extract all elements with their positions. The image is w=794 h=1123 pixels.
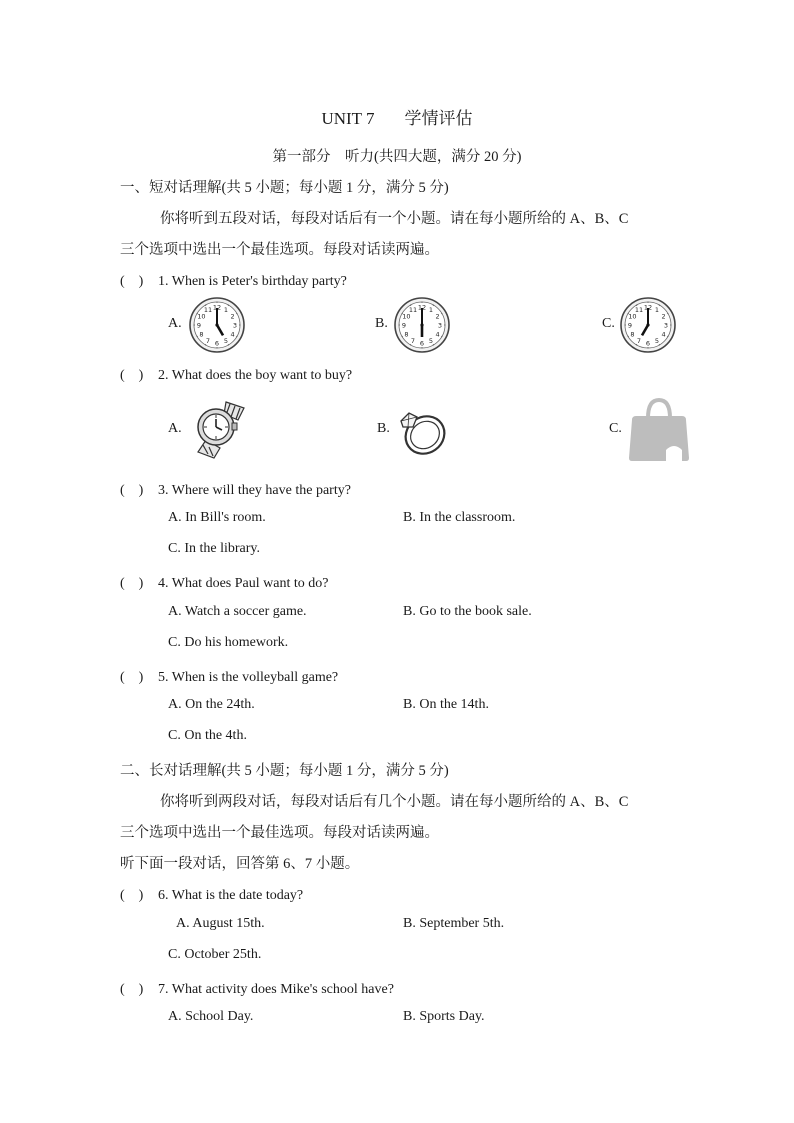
svg-text:7: 7 xyxy=(636,337,642,346)
option-a[interactable]: A. On the 24th. xyxy=(168,697,255,712)
option-b[interactable]: B. Sports Day. xyxy=(403,1009,485,1024)
section-2-instruction-line1: 你将听到两段对话，每段对话后有几个小题。请在每小题所给的 A、B、C xyxy=(160,794,629,810)
svg-text:4: 4 xyxy=(661,330,666,339)
svg-text:7: 7 xyxy=(410,337,416,346)
clock-7-icon xyxy=(619,296,677,354)
option-b[interactable]: B. In the classroom. xyxy=(403,510,516,525)
question-text: 4. What does Paul want to do? xyxy=(158,576,329,591)
answer-blank[interactable]: ( ) xyxy=(120,670,144,685)
option-label: B. xyxy=(375,316,388,331)
part-heading: 第一部分 听力(共四大题，满分 20 分) xyxy=(272,149,522,165)
svg-text:10: 10 xyxy=(402,312,411,321)
unit-label: UNIT 7 xyxy=(321,109,375,128)
svg-text:6: 6 xyxy=(645,339,651,348)
section-1-heading: 一、短对话理解(共 5 小题；每小题 1 分，满分 5 分) xyxy=(120,180,449,196)
bag-icon xyxy=(626,396,692,462)
title-cn: 学情评估 xyxy=(404,109,473,128)
svg-text:10: 10 xyxy=(197,312,206,321)
option-b[interactable]: B. Go to the book sale. xyxy=(403,604,532,619)
option-label: A. xyxy=(168,316,182,331)
option-c[interactable]: C. In the library. xyxy=(168,541,261,556)
option-c[interactable]: C. October 25th. xyxy=(168,947,262,962)
svg-text:1: 1 xyxy=(654,305,660,314)
question-text: 6. What is the date today? xyxy=(158,888,304,903)
option-c[interactable]: C. On the 4th. xyxy=(168,728,247,743)
question-4 xyxy=(120,572,328,592)
question-5 xyxy=(120,666,338,686)
svg-text:2: 2 xyxy=(435,312,440,321)
svg-text:6: 6 xyxy=(214,339,220,348)
option-label: B. xyxy=(377,421,390,436)
option-label: A. xyxy=(168,421,182,436)
option-a[interactable]: A. Watch a soccer game. xyxy=(168,604,307,619)
question-6 xyxy=(120,884,303,904)
svg-text:3: 3 xyxy=(663,321,669,330)
answer-blank[interactable]: ( ) xyxy=(120,368,144,383)
svg-text:9: 9 xyxy=(196,321,202,330)
svg-text:5: 5 xyxy=(428,337,434,346)
svg-text:10: 10 xyxy=(628,312,637,321)
question-2 xyxy=(120,364,352,384)
section-1-instruction-line1: 你将听到五段对话，每段对话后有一个小题。请在每小题所给的 A、B、C xyxy=(160,211,629,227)
answer-blank[interactable]: ( ) xyxy=(120,274,144,289)
option-b[interactable]: B. On the 14th. xyxy=(403,697,489,712)
svg-text:7: 7 xyxy=(205,337,211,346)
question-text: 7. What activity does Mike's school have? xyxy=(158,982,394,997)
svg-text:4: 4 xyxy=(435,330,440,339)
svg-text:4: 4 xyxy=(230,330,235,339)
section-2-instruction-line3: 听下面一段对话，回答第 6、7 小题。 xyxy=(120,856,360,872)
option-a[interactable]: A. In Bill's room. xyxy=(168,510,266,525)
svg-text:11: 11 xyxy=(203,305,213,314)
svg-text:6: 6 xyxy=(419,339,425,348)
watch-icon xyxy=(186,396,252,460)
question-1 xyxy=(120,270,347,290)
svg-text:2: 2 xyxy=(661,312,666,321)
svg-text:12: 12 xyxy=(417,303,427,312)
ring-icon xyxy=(395,399,451,459)
svg-text:1: 1 xyxy=(428,305,434,314)
section-2-heading: 二、长对话理解(共 5 小题；每小题 1 分，满分 5 分) xyxy=(120,763,449,779)
option-a[interactable]: A. August 15th. xyxy=(176,916,265,931)
question-7 xyxy=(120,978,394,998)
svg-text:5: 5 xyxy=(223,337,229,346)
answer-blank[interactable]: ( ) xyxy=(120,483,144,498)
question-text: 3. Where will they have the party? xyxy=(158,483,351,498)
svg-text:3: 3 xyxy=(232,321,238,330)
question-text: 1. When is Peter's birthday party? xyxy=(158,274,347,289)
option-c[interactable]: C. Do his homework. xyxy=(168,635,289,650)
question-3 xyxy=(120,479,351,499)
svg-text:5: 5 xyxy=(654,337,660,346)
svg-text:1: 1 xyxy=(223,305,229,314)
question-text: 5. When is the volleyball game? xyxy=(158,670,339,685)
svg-text:9: 9 xyxy=(627,321,633,330)
option-label: C. xyxy=(609,421,622,436)
clock-5-icon xyxy=(188,296,246,354)
answer-blank[interactable]: ( ) xyxy=(120,888,144,903)
clock-6-icon xyxy=(393,296,451,354)
svg-text:3: 3 xyxy=(437,321,443,330)
section-2-instruction-line2: 三个选项中选出一个最佳选项。每段对话读两遍。 xyxy=(120,825,439,841)
answer-blank[interactable]: ( ) xyxy=(120,982,144,997)
svg-text:2: 2 xyxy=(230,312,235,321)
option-label: C. xyxy=(602,316,615,331)
svg-text:9: 9 xyxy=(401,321,407,330)
option-a[interactable]: A. School Day. xyxy=(168,1009,254,1024)
section-1-instruction-line2: 三个选项中选出一个最佳选项。每段对话读两遍。 xyxy=(120,242,439,258)
page-title xyxy=(0,104,794,129)
svg-text:11: 11 xyxy=(408,305,418,314)
answer-blank[interactable]: ( ) xyxy=(120,576,144,591)
svg-text:8: 8 xyxy=(630,330,635,339)
svg-text:8: 8 xyxy=(199,330,204,339)
svg-text:11: 11 xyxy=(634,305,644,314)
svg-text:8: 8 xyxy=(404,330,409,339)
svg-text:12: 12 xyxy=(643,303,653,312)
svg-text:12: 12 xyxy=(212,303,222,312)
question-text: 2. What does the boy want to buy? xyxy=(158,368,353,383)
option-b[interactable]: B. September 5th. xyxy=(403,916,505,931)
